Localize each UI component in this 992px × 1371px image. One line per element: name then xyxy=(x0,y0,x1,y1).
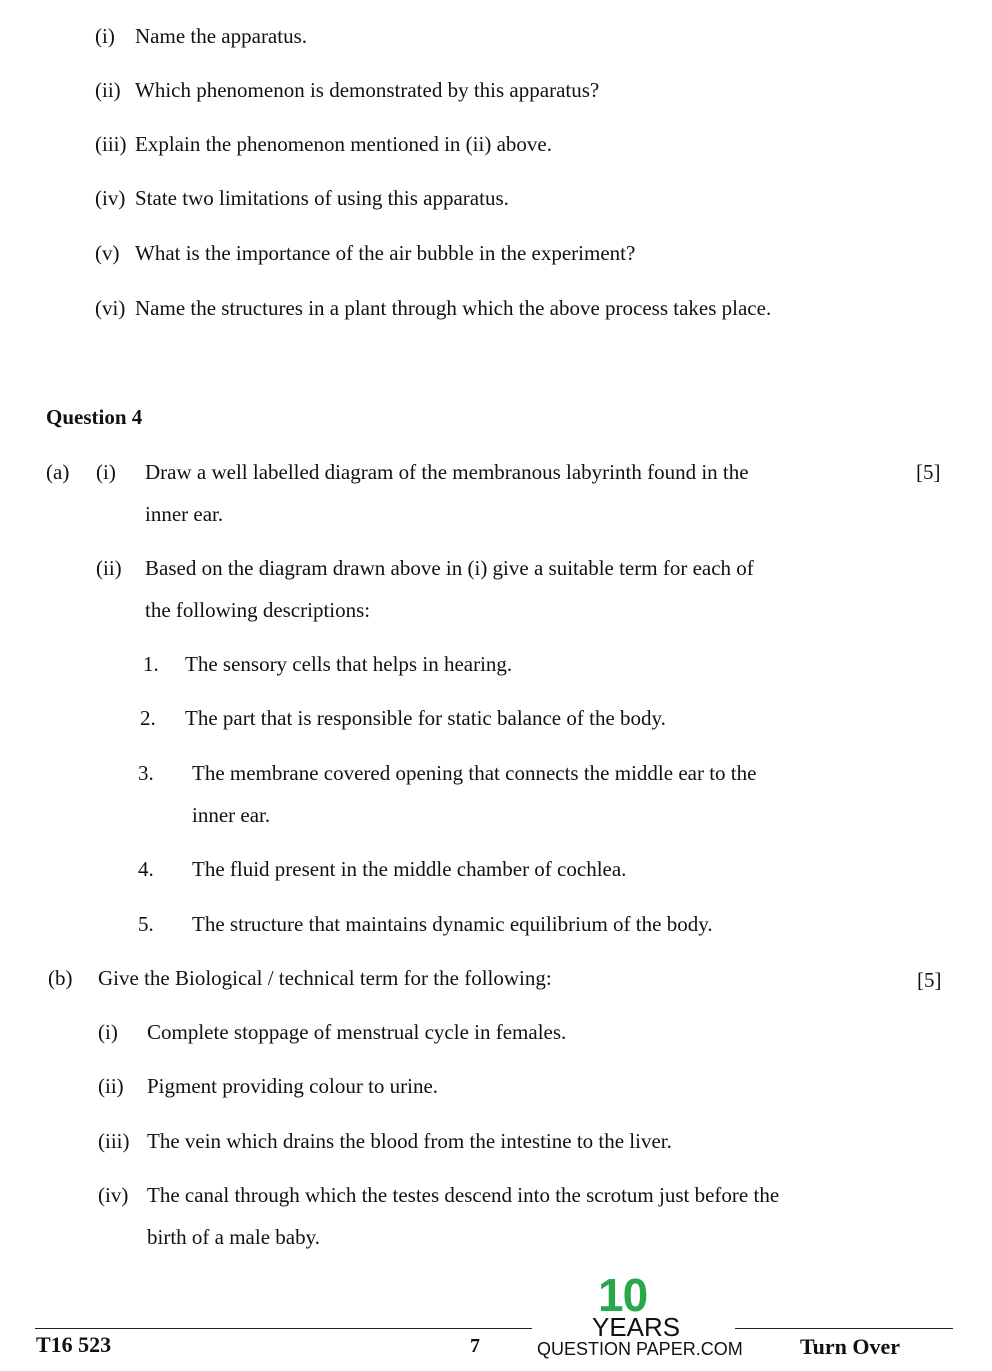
sub-item-text: The fluid present in the middle chamber of cochlea. xyxy=(192,857,627,881)
sub-item-num: 4. xyxy=(138,857,154,881)
part-a-i-line2: inner ear. xyxy=(145,502,224,526)
part-b-item-text: Pigment providing colour to urine. xyxy=(147,1074,439,1098)
sub-item-num: 2. xyxy=(140,706,156,730)
footer-rule-left xyxy=(35,1328,532,1329)
watermark-number: 10 xyxy=(598,1269,648,1321)
prev-part-num: (iii) xyxy=(95,132,127,156)
part-b-item-num: (i) xyxy=(98,1020,118,1044)
part-b-marks: [5] xyxy=(917,968,942,992)
prev-part-text: What is the importance of the air bubble in the experiment? xyxy=(135,241,636,265)
part-b-item-text: The canal through which the testes descend into the scrotum just before the xyxy=(147,1183,780,1207)
footer-rule-right xyxy=(735,1328,953,1329)
part-b-item-num: (iii) xyxy=(98,1129,130,1153)
sub-item-text: The membrane covered opening that connects the middle ear to the xyxy=(192,761,757,785)
part-b-item-num: (ii) xyxy=(98,1074,124,1098)
sub-item-text: The structure that maintains dynamic equilibrium of the body. xyxy=(192,912,713,936)
part-a-i-num: (i) xyxy=(96,460,116,484)
part-a-ii-num: (ii) xyxy=(96,556,122,580)
paper-code: T16 523 xyxy=(36,1332,112,1357)
prev-part-text: Which phenomenon is demonstrated by this apparatus? xyxy=(135,78,600,102)
prev-part-text: Explain the phenomenon mentioned in (ii) above. xyxy=(135,132,552,156)
watermark-years: YEARS xyxy=(592,1312,681,1342)
part-b-label: (b) xyxy=(48,966,73,990)
part-a-ii-line1: Based on the diagram drawn above in (i) give a suitable term for each of xyxy=(145,556,754,580)
prev-part-num: (iv) xyxy=(95,186,126,210)
turn-over-label: Turn Over xyxy=(800,1334,901,1359)
sub-item-num: 1. xyxy=(143,652,159,676)
prev-part-text: State two limitations of using this apparatus. xyxy=(135,186,509,210)
part-a-i-line1: Draw a well labelled diagram of the membranous labyrinth found in the xyxy=(145,460,749,484)
prev-part-num: (vi) xyxy=(95,296,126,320)
part-a-marks: [5] xyxy=(916,460,941,484)
prev-part-text: Name the structures in a plant through which the above process takes place. xyxy=(135,296,772,320)
part-b-item-text-cont: birth of a male baby. xyxy=(147,1225,320,1249)
sub-item-text: The part that is responsible for static balance of the body. xyxy=(185,706,666,730)
page-number: 7 xyxy=(470,1335,480,1357)
part-b-item-text: The vein which drains the blood from the intestine to the liver. xyxy=(147,1129,672,1153)
part-b-item-num: (iv) xyxy=(98,1183,129,1207)
prev-part-text: Name the apparatus. xyxy=(135,24,308,48)
part-b-text: Give the Biological / technical term for the following: xyxy=(98,966,552,990)
prev-part-num: (v) xyxy=(95,241,120,265)
part-a-ii-line2: the following descriptions: xyxy=(145,598,371,622)
question-heading: Question 4 xyxy=(46,405,143,429)
part-a-label: (a) xyxy=(46,460,70,484)
sub-item-num: 3. xyxy=(138,761,154,785)
prev-part-num: (ii) xyxy=(95,78,121,102)
prev-part-num: (i) xyxy=(95,24,115,48)
sub-item-text: The sensory cells that helps in hearing. xyxy=(185,652,513,676)
part-b-item-text: Complete stoppage of menstrual cycle in females. xyxy=(147,1020,567,1044)
watermark-site: QUESTION PAPER.COM xyxy=(537,1339,743,1359)
sub-item-text-cont: inner ear. xyxy=(192,803,271,827)
sub-item-num: 5. xyxy=(138,912,154,936)
